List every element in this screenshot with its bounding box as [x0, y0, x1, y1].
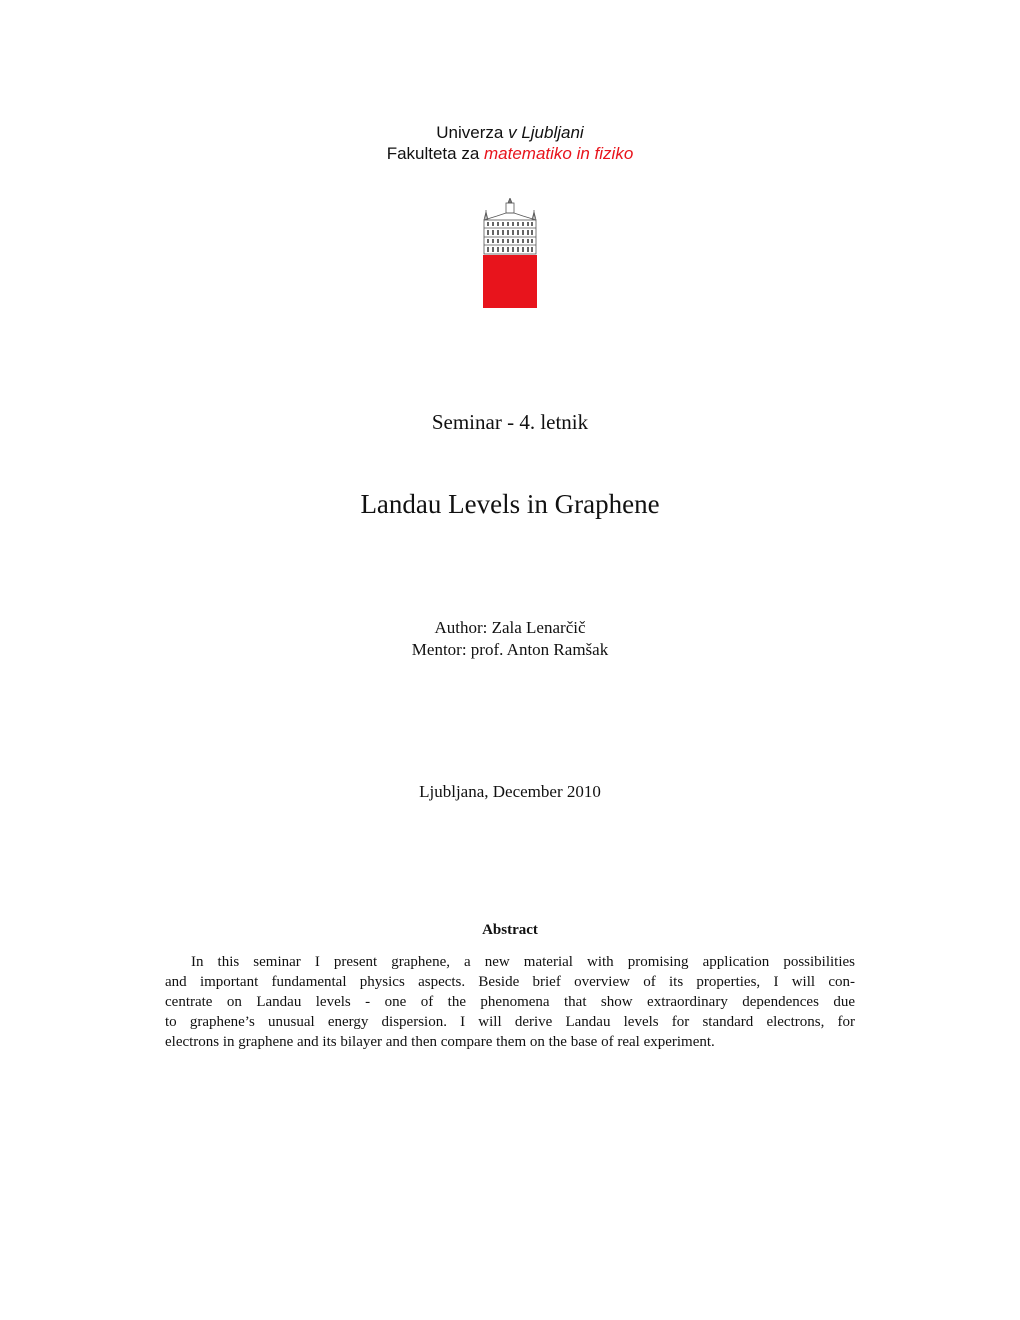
faculty-field: matematiko in fiziko: [484, 144, 634, 163]
place-date: Ljubljana, December 2010: [419, 782, 601, 801]
abstract-line: electrons in graphene and its bilayer and then compare them on the base of real experiment.: [165, 1034, 715, 1050]
seminar-label: Seminar - 4. letnik: [431, 410, 589, 434]
abstract-line: and important fundamental physics aspects. Beside brief overview of its properties, I will con-: [165, 974, 855, 990]
abstract-line: In this seminar I present graphene, a new material with promising application possibilities: [191, 954, 855, 970]
people-block: [0, 617, 1020, 661]
abstract-heading: Abstract: [482, 922, 538, 938]
university-city: v Ljubljani: [508, 123, 584, 142]
abstract-body: [165, 952, 855, 1052]
university-building-logo: [483, 198, 537, 308]
university-header: [0, 122, 1020, 164]
author-line: Author: Zala Lenarčič: [434, 618, 586, 637]
abstract-line: to graphene’s unusual energy dispersion. I will derive Landau levels for standard electrons, for: [165, 1014, 855, 1030]
paper-title: Landau Levels in Graphene: [360, 489, 660, 519]
mentor-line: Mentor: prof. Anton Ramšak: [411, 640, 609, 659]
faculty-name: Fakulteta za matematiko in fiziko: [386, 144, 634, 163]
university-name: Univerza v Ljubljani: [436, 123, 584, 142]
logo-red-block: [483, 255, 537, 308]
logo-graphic: [483, 198, 537, 308]
abstract-line: centrate on Landau levels - one of the phenomena that show extraordinary dependences due: [165, 994, 855, 1010]
